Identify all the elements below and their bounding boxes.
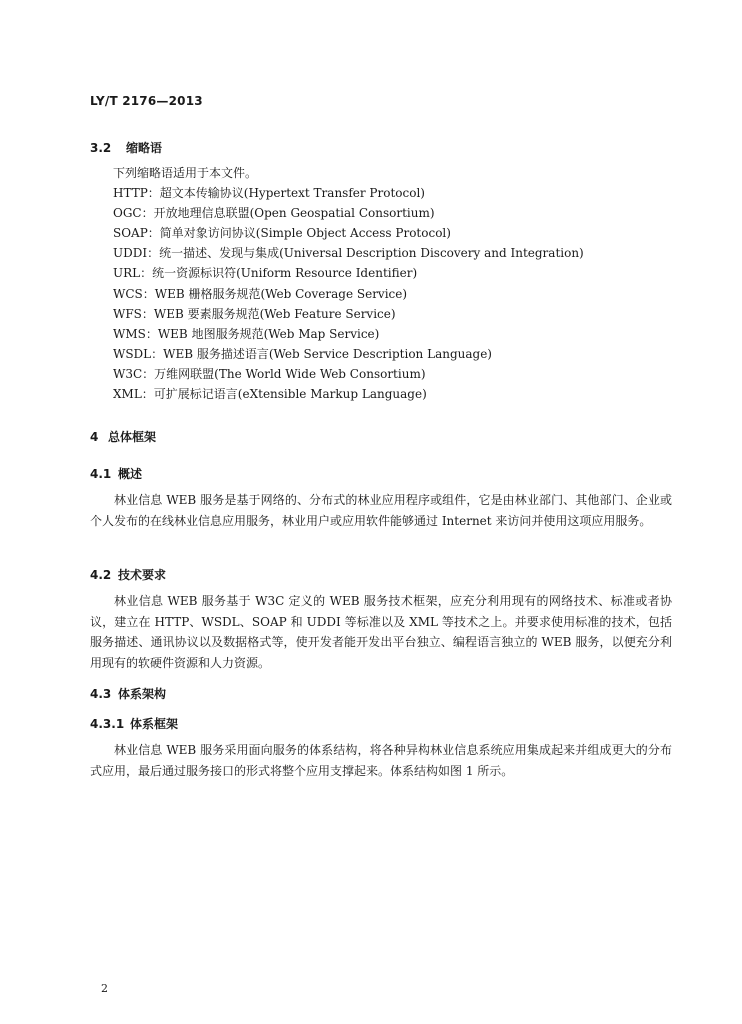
abbreviation-item: OGC：开放地理信息联盟(Open Geospatial Consortium) xyxy=(113,206,435,221)
abbreviation-item: HTTP：超文本传输协议(Hypertext Transfer Protocol) xyxy=(113,186,425,201)
section-4-2-heading xyxy=(90,566,166,583)
section-4-3-1-heading xyxy=(90,715,178,732)
abbreviation-list xyxy=(113,163,584,404)
section-number: 4.2 xyxy=(90,568,112,582)
section-number: 4.1 xyxy=(90,467,112,481)
abbreviation-intro: 下列缩略语适用于本文件。 xyxy=(113,166,258,180)
section-4-1-paragraph: 林业信息 WEB 服务是基于网络的、分布式的林业应用程序或组件，它是由林业部门、其他部门、企业或个人发布的在线林业信息应用服务，林业用户或应用软件能够通过 Internet 来访问并使用这项应用服务。 xyxy=(90,493,672,528)
abbreviation-item: WMS：WEB 地图服务规范(Web Map Service) xyxy=(113,326,380,341)
section-4-3-1-paragraph: 林业信息 WEB 服务采用面向服务的体系结构，将各种异构林业信息系统应用集成起来并组成更大的分布式应用，最后通过服务接口的形式将整个应用支撑起来。体系结构如图 1 所示。 xyxy=(90,743,672,778)
section-number: 4.3.1 xyxy=(90,717,125,731)
abbreviation-item: WCS：WEB 栅格服务规范(Web Coverage Service) xyxy=(113,286,408,301)
standard-code: LY/T 2176—2013 xyxy=(90,94,203,108)
section-title: 体系框架 xyxy=(130,717,179,731)
page-number: 2 xyxy=(101,982,108,995)
section-4-1-heading xyxy=(90,465,142,482)
section-number: 3.2 xyxy=(90,141,112,155)
section-title: 体系架构 xyxy=(118,687,167,701)
section-3-2-heading xyxy=(90,139,162,156)
section-title: 技术要求 xyxy=(118,568,167,582)
abbreviation-item: W3C：万维网联盟(The World Wide Web Consortium) xyxy=(113,366,426,381)
abbreviation-item: SOAP：简单对象访问协议(Simple Object Access Protocol) xyxy=(113,226,451,241)
abbreviation-item: UDDI：统一描述、发现与集成(Universal Description Discovery and Integration) xyxy=(113,246,584,261)
section-number: 4 xyxy=(90,430,99,444)
section-title: 缩略语 xyxy=(126,141,163,155)
abbreviation-item: WSDL：WEB 服务描述语言(Web Service Description Language) xyxy=(113,346,492,361)
abbreviation-item: WFS：WEB 要素服务规范(Web Feature Service) xyxy=(113,306,396,321)
section-number: 4.3 xyxy=(90,687,112,701)
section-title: 总体框架 xyxy=(108,430,157,444)
abbreviation-item: URL：统一资源标识符(Uniform Resource Identifier) xyxy=(113,266,418,281)
section-4-heading xyxy=(90,428,156,445)
abbreviation-item: XML：可扩展标记语言(eXtensible Markup Language) xyxy=(113,387,427,402)
section-title: 概述 xyxy=(118,467,143,481)
section-4-3-heading xyxy=(90,685,166,702)
section-4-2-paragraph: 林业信息 WEB 服务基于 W3C 定义的 WEB 服务技术框架，应充分利用现有的网络技术、标准或者协议，建立在 HTTP、WSDL、SOAP 和 UDDI 等标准以及 XML 等技术之上。并要求使用标准的技术，包括服务描述、通讯协议以及数据格式等，使开发者能开发出平台独立、编程语言独立的 WEB 服务，以便充分利用现有的软硬件资源和人力资源。 xyxy=(90,594,672,670)
